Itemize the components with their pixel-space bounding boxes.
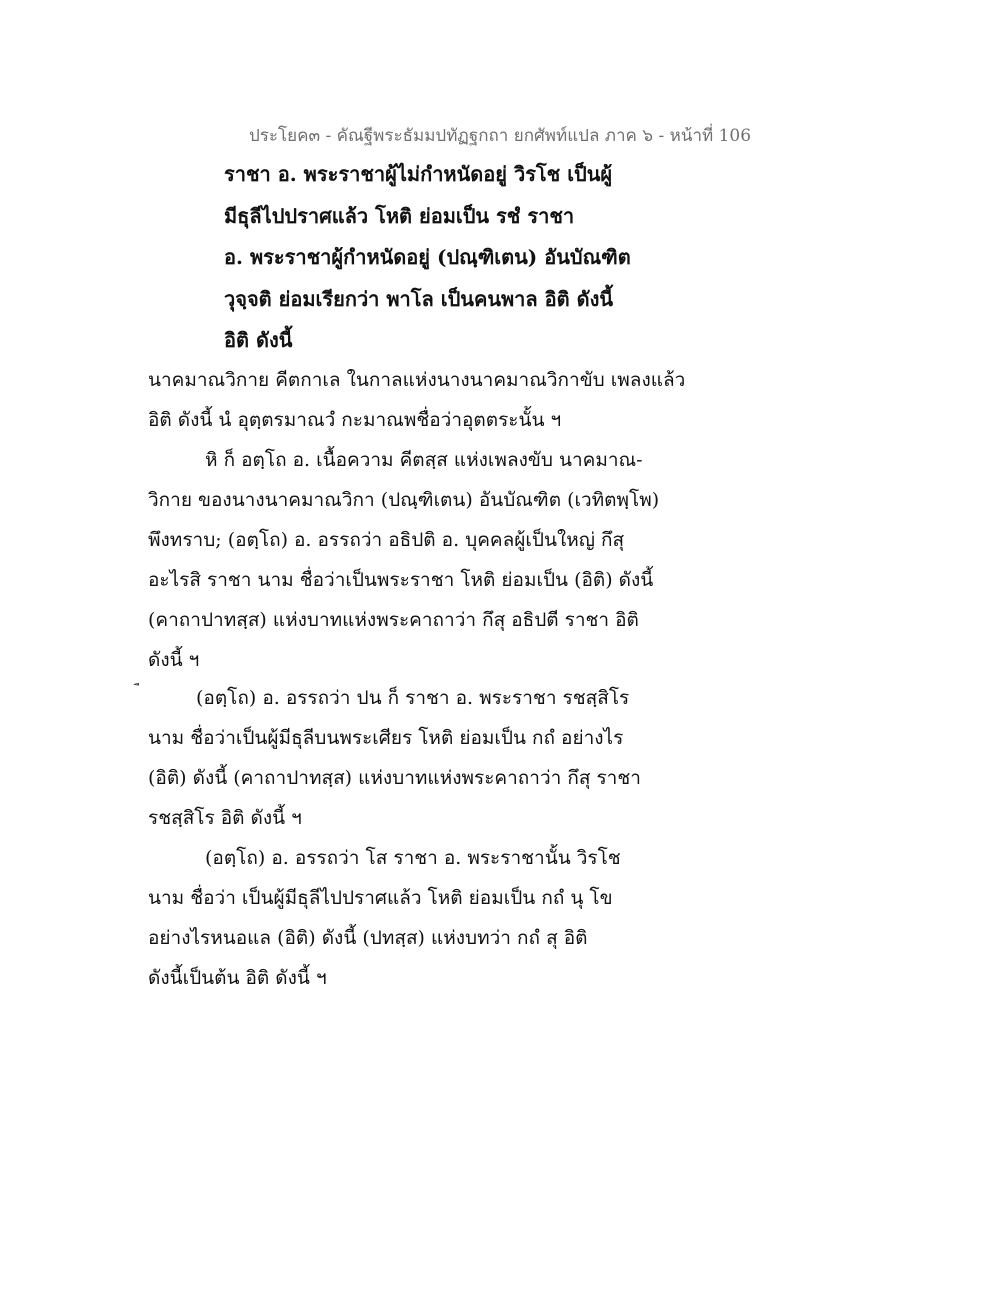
text-line: อย่างไรหนอแล (อิติ) ดังนี้ (ปทสฺส) แห่งบทว่า กถํ สุ อิติ — [148, 927, 588, 949]
text-line: (อตฺโถ) อ. อรรถว่า ปน ก็ ราชา อ. พระราชา รชสฺสิโร — [196, 687, 630, 709]
text-line: (อตฺโถ) อ. อรรถว่า โส ราชา อ. พระราชานั้น วิรโช — [205, 847, 621, 869]
text-line: อะไรสิ ราชา นาม ชื่อว่าเป็นพระราชา โหติ ย่อมเป็น (อิติ) ดังนี้ — [148, 569, 654, 591]
text-line: (อิติ) ดังนี้ (คาถาปาทสฺส) แห่งบาทแห่งพระคาถาว่า กึสุ ราชา — [148, 767, 641, 789]
text-line: พึงทราบ; (อตฺโถ) อ. อรรถว่า อธิปติ อ. บุคคลผู้เป็นใหญ่ กึสุ — [148, 529, 625, 551]
text-line: วิกาย ของนางนาคมาณวิกา (ปณฺฑิเตน) อันบัณฑิต (เวทิตพฺโพ) — [148, 489, 660, 511]
verse-line: มีธุลีไปปราศแล้ว โหติ ย่อมเป็น รชํ ราชา — [224, 204, 575, 228]
text-line: หิ ก็ อตฺโถ อ. เนื้อความ คีตสฺส แห่งเพลงขับ นาคมาณ- — [205, 449, 643, 471]
verse-line: อิติ ดังนี้ — [224, 328, 293, 352]
text-line: อิติ ดังนี้ นํ อุตฺตรมาณวํ กะมาณพชื่อว่าอุตตระนั้น ฯ — [148, 409, 562, 431]
text-line: รชสฺสิโร อิติ ดังนี้ ฯ — [148, 807, 302, 829]
text-line: ดังนี้เป็นต้น อิติ ดังนี้ ฯ — [148, 967, 327, 989]
text-line: ดังนี้ ฯ — [148, 649, 200, 671]
text-line: นาม ชื่อว่าเป็นผู้มีธุลีบนพระเศียร โหติ ย่อมเป็น กถํ อย่างไร — [148, 727, 624, 749]
text-line: นาคมาณวิกาย คีตกาเล ในกาลแห่งนางนาคมาณวิกาขับ เพลงแล้ว — [148, 369, 686, 391]
verse-line: วุจฺจติ ย่อมเรียกว่า พาโล เป็นคนพาล อิติ ดังนี้ — [224, 287, 614, 311]
page-header: ประโยค๓ - คัณฐีพระธัมมปทัฏฐกถา ยกศัพท์แปล ภาค ๖ - หน้าที่ 106 — [248, 126, 752, 146]
verse-line: ราชา อ. พระราชาผู้ไม่กำหนัดอยู่ วิรโช เป็นผู้ — [224, 162, 613, 186]
verse-line: อ. พระราชาผู้กำหนัดอยู่ (ปณฺฑิเตน) อันบัณฑิต — [224, 245, 631, 269]
text-line: นาม ชื่อว่า เป็นผู้มีธุลีไปปราศแล้ว โหติ ย่อมเป็น กถํ นุ โข — [148, 887, 613, 909]
text-line: (คาถาปาทสฺส) แห่งบาทแห่งพระคาถาว่า กึสุ อธิปตี ราชา อิติ — [148, 609, 639, 631]
